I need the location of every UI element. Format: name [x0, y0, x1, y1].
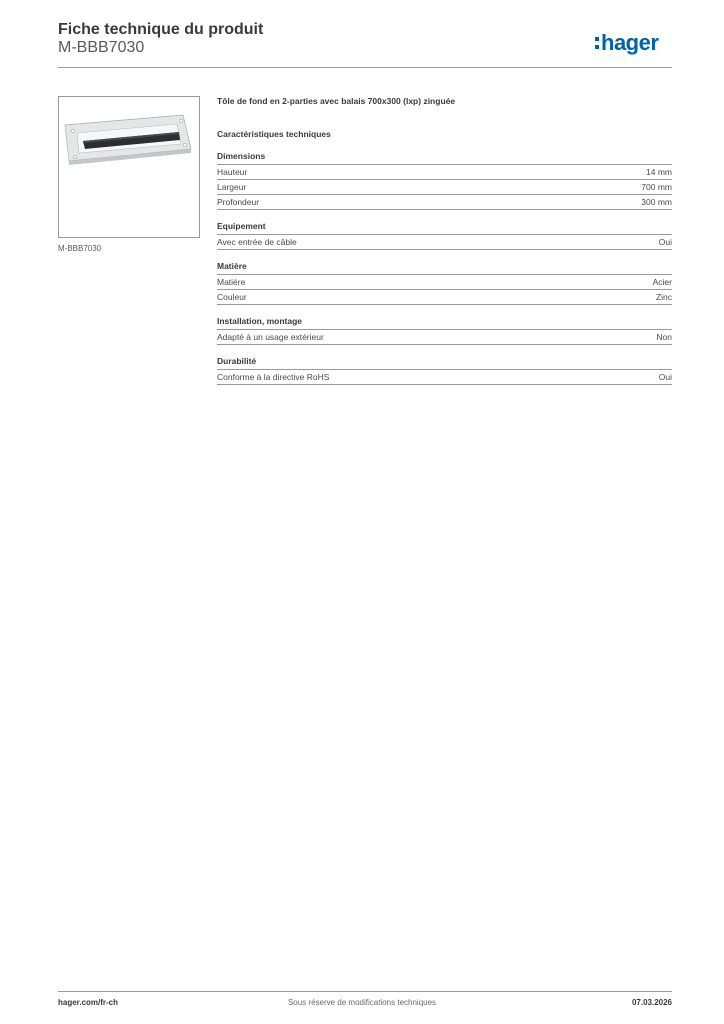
spec-value: Oui [658, 237, 672, 247]
section-equipement [217, 221, 672, 250]
product-image [58, 96, 200, 238]
spec-content [217, 96, 672, 385]
section-title: Equipement [217, 221, 672, 235]
spec-label: Couleur [217, 292, 247, 302]
spec-row [217, 330, 672, 345]
spec-row [217, 370, 672, 385]
spec-label: Hauteur [217, 167, 248, 177]
spec-value: 700 mm [641, 182, 672, 192]
section-matiere [217, 261, 672, 305]
section-title: Durabilité [217, 356, 672, 370]
footer-note: Sous réserve de modifications techniques [287, 998, 437, 1007]
spec-row [217, 235, 672, 250]
product-description: Tôle de fond en 2-parties avec balais 700x300 (lxp) zinguée [217, 96, 456, 106]
section-title: Matière [217, 261, 672, 275]
spec-value: 14 mm [646, 167, 672, 177]
spec-value: Oui [658, 372, 672, 382]
spec-label: Conforme à la directive RoHS [217, 372, 330, 382]
spec-value: 300 mm [641, 197, 672, 207]
spec-row [217, 165, 672, 180]
section-title: Installation, montage [217, 316, 672, 330]
section-dimensions [217, 151, 672, 210]
spec-label: Profondeur [217, 197, 260, 207]
hager-logo [595, 28, 675, 58]
svg-text:hager: hager [601, 30, 659, 55]
spec-label: Matière [217, 277, 246, 287]
spec-value: Non [656, 332, 672, 342]
header-divider [58, 67, 672, 68]
spec-value: Acier [652, 277, 672, 287]
section-installation [217, 316, 672, 345]
section-title: Dimensions [217, 151, 672, 165]
spec-label: Avec entrée de câble [217, 237, 297, 247]
spec-label: Adapté à un usage extérieur [217, 332, 324, 342]
product-reference: M-BBB7030 [58, 39, 145, 56]
spec-row [217, 275, 672, 290]
footer-date: 07.03.2026 [631, 998, 672, 1007]
spec-label: Largeur [217, 182, 247, 192]
spec-row [217, 290, 672, 305]
footer-website-link[interactable]: hager.com/fr-ch [58, 998, 119, 1007]
spec-row [217, 195, 672, 210]
section-durabilite [217, 356, 672, 385]
footer-divider [58, 991, 672, 992]
spec-row [217, 180, 672, 195]
page-title: Fiche technique du produit [58, 21, 264, 38]
tech-heading: Caractéristiques techniques [217, 129, 331, 139]
spec-value: Zinc [655, 292, 672, 302]
image-caption: M-BBB7030 [58, 244, 102, 253]
